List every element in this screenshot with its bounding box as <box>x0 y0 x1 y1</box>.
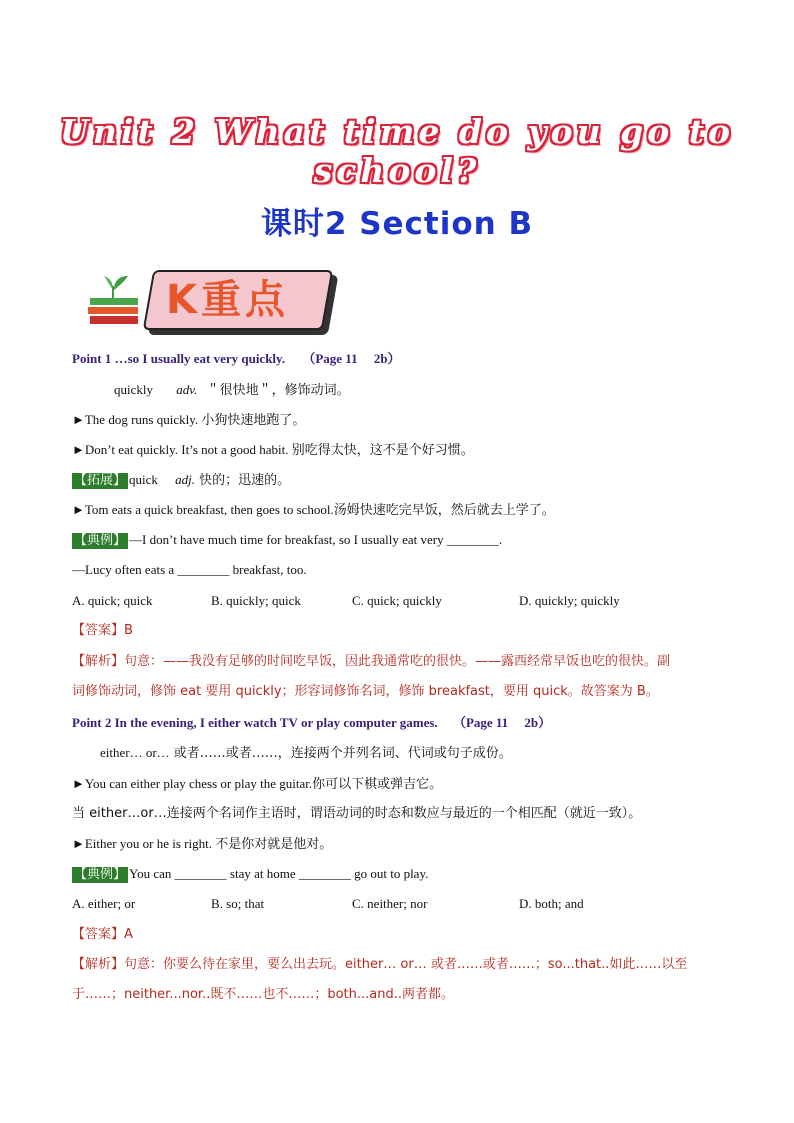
extension-pos: adj. <box>175 472 196 487</box>
key-points-banner <box>86 268 336 334</box>
point1-example-3: ►Tom eats a quick breakfast, then goes to school.汤姆快速吃完早饭，然后就去上学了。 <box>72 502 555 517</box>
point1-pos: adv. <box>176 382 198 397</box>
books-with-sprout-icon <box>86 268 142 330</box>
point1-question-text-1: —I don’t have much time for breakfast, so I usually eat very ________. <box>129 532 503 547</box>
extension-meaning: 快的；迅速的。 <box>195 473 291 488</box>
point2-question-text: You can ________ stay at home ________ go out to play. <box>129 866 429 881</box>
point1-option-c: C. quick; quickly <box>352 593 442 608</box>
point1-meaning: ＂很快地＂，修饰动词。 <box>206 383 350 398</box>
point1-word: quickly <box>114 382 153 397</box>
point2-page-ref: （Page 11 2b） <box>452 715 552 730</box>
point2-definition <box>100 744 760 763</box>
point2-analysis-2: 于……；neither...nor..既不……也不……；both...and..两者都。 <box>72 987 455 1002</box>
point1-extension <box>72 471 732 490</box>
point1-answer: 【答案】B <box>72 623 133 638</box>
point1-heading-row <box>72 350 732 368</box>
point2-phrase: either… or… <box>100 745 170 760</box>
point1-analysis-2: 词修饰动词，修饰 eat 要用 quickly；形容词修饰名词，修饰 breakfast，要用 quick。故答案为 B。 <box>72 684 659 699</box>
point2-example-1: ►You can either play chess or play the guitar.你可以下棋或弹吉它。 <box>72 776 443 791</box>
point2-option-d: D. both; and <box>519 896 584 911</box>
point2-option-b: B. so; that <box>211 896 265 911</box>
point2-heading-row <box>72 714 732 732</box>
point1-page-ref: （Page 11 2b） <box>302 351 401 366</box>
point2-option-a: A. either; or <box>72 896 136 911</box>
point2-analysis-1: 【解析】句意：你要么待在家里，要么出去玩。either… or… 或者……或者……；so...that..如此……以至 <box>72 957 688 972</box>
point2-heading: Point 2 In the evening, I either watch TV or play computer games. <box>72 715 438 730</box>
point1-question-line-1 <box>72 531 732 549</box>
point2-meaning: 或者……或者……，连接两个并列名词、代词或句子成份。 <box>169 746 512 761</box>
example-tag: 【典例】 <box>74 533 127 548</box>
point1-example-2: ►Don’t eat quickly. It’s not a good habit. 别吃得太快，这不是个好习惯。 <box>72 442 474 457</box>
point1-analysis-1: 【解析】句意：——我没有足够的时间吃早饭，因此我通常吃的很快。——露西经常早饭也吃的很快。副 <box>72 654 671 669</box>
point1-definition <box>114 381 774 400</box>
point2-option-c: C. neither; nor <box>352 896 428 911</box>
point1-option-d: D. quickly; quickly <box>519 593 620 608</box>
point2-example-2: ►Either you or he is right. 不是你对就是他对。 <box>72 836 333 851</box>
example-tag: 【典例】 <box>74 867 127 882</box>
point1-heading: Point 1 …so I usually eat very quickly. <box>72 351 286 366</box>
point1-example-1: ►The dog runs quickly. 小狗快速地跑了。 <box>72 412 306 427</box>
extension-tag: 【拓展】 <box>74 473 127 488</box>
point2-question-line <box>72 865 732 883</box>
point1-option-a: A. quick; quick <box>72 593 153 608</box>
point2-answer: 【答案】A <box>72 927 133 942</box>
point2-note: 当 either…or…连接两个名词作主语时，谓语动词的时态和数应与最近的一个相匹配（就近一致）。 <box>72 806 642 821</box>
point1-question-line-2: —Lucy often eats a ________ breakfast, too. <box>72 562 307 577</box>
document-title: Unit 2 What time do you go to school? <box>60 112 734 190</box>
point1-option-b: B. quickly; quick <box>211 593 301 608</box>
key-points-badge-label: K重点 <box>166 277 289 323</box>
extension-word: quick <box>129 472 158 487</box>
document-subtitle: 课时2 Section B <box>260 206 534 242</box>
